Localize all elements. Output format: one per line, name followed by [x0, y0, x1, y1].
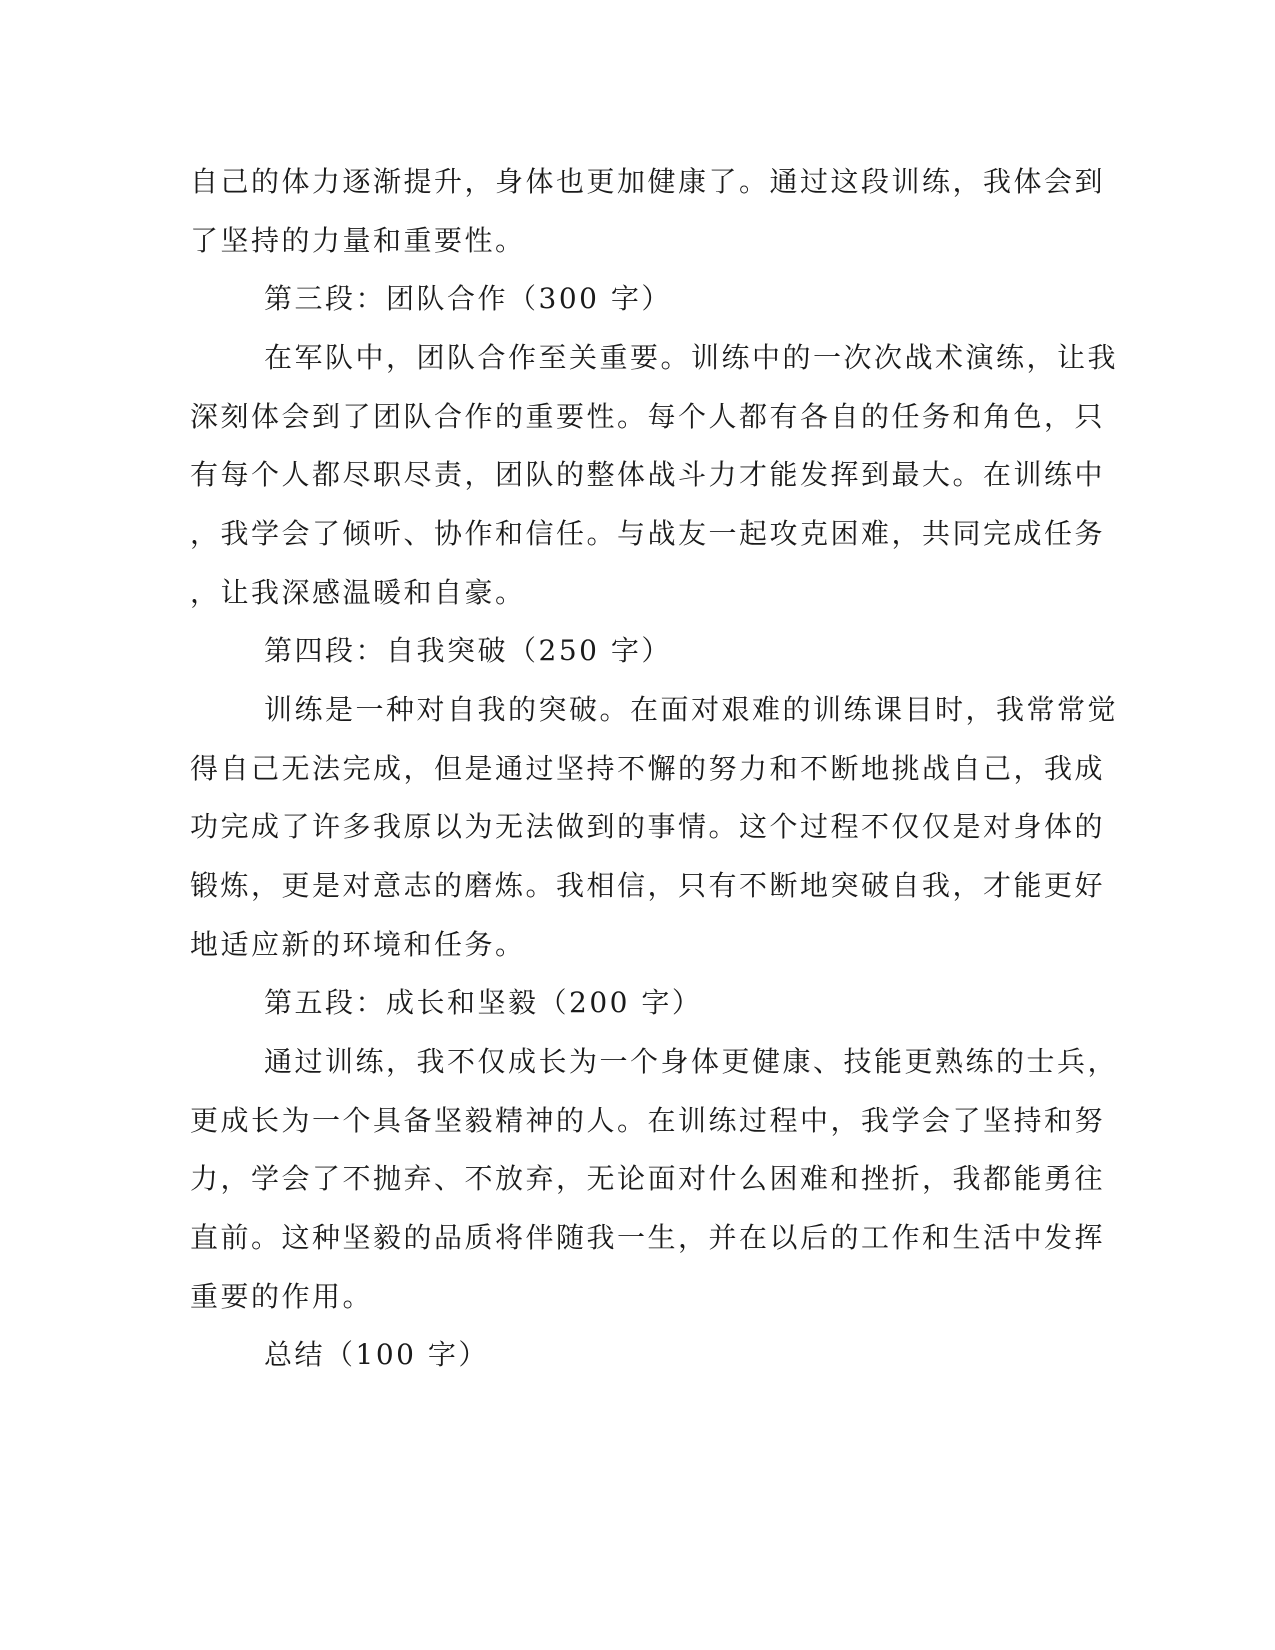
paragraph-5-line-1: 通过训练，我不仅成长为一个身体更健康、技能更熟练的士兵，	[264, 1045, 1119, 1078]
paragraph-4-line-1: 训练是一种对自我的突破。在面对艰难的训练课目时，我常常觉	[264, 693, 1119, 726]
paragraph-5-line-2: 更成长为一个具备坚毅精神的人。在训练过程中，我学会了坚持和努	[190, 1104, 1106, 1137]
paragraph-continuation-line-1: 自己的体力逐渐提升，身体也更加健康了。通过这段训练，我体会到	[190, 165, 1106, 198]
paragraph-5-line-4: 直前。这种坚毅的品质将伴随我一生，并在以后的工作和生活中发挥	[190, 1221, 1106, 1254]
paragraph-4-line-3: 功完成了许多我原以为无法做到的事情。这个过程不仅仅是对身体的	[190, 810, 1106, 843]
paragraph-4-line-2: 得自己无法完成，但是通过坚持不懈的努力和不断地挑战自己，我成	[190, 752, 1106, 785]
paragraph-5-line-3: 力，学会了不抛弃、不放弃，无论面对什么困难和挫折，我都能勇往	[190, 1162, 1106, 1195]
section-heading-5: 第五段：成长和坚毅（200 字）	[264, 986, 703, 1019]
paragraph-3-line-3: 有每个人都尽职尽责，团队的整体战斗力才能发挥到最大。在训练中	[190, 458, 1106, 491]
paragraph-5-line-5: 重要的作用。	[190, 1280, 374, 1313]
paragraph-3-line-5: ，让我深感温暖和自豪。	[190, 576, 526, 609]
paragraph-continuation-line-2: 了坚持的力量和重要性。	[190, 224, 526, 257]
paragraph-4-line-5: 地适应新的环境和任务。	[190, 928, 526, 961]
paragraph-3-line-4: ，我学会了倾听、协作和信任。与战友一起攻克困难，共同完成任务	[190, 517, 1106, 550]
section-heading-4: 第四段：自我突破（250 字）	[264, 634, 672, 667]
paragraph-4-line-4: 锻炼，更是对意志的磨炼。我相信，只有不断地突破自我，才能更好	[190, 869, 1106, 902]
summary-heading: 总结（100 字）	[264, 1338, 489, 1371]
section-heading-3: 第三段：团队合作（300 字）	[264, 282, 672, 315]
paragraph-3-line-1: 在军队中，团队合作至关重要。训练中的一次次战术演练，让我	[264, 341, 1119, 374]
paragraph-3-line-2: 深刻体会到了团队合作的重要性。每个人都有各自的任务和角色，只	[190, 400, 1106, 433]
